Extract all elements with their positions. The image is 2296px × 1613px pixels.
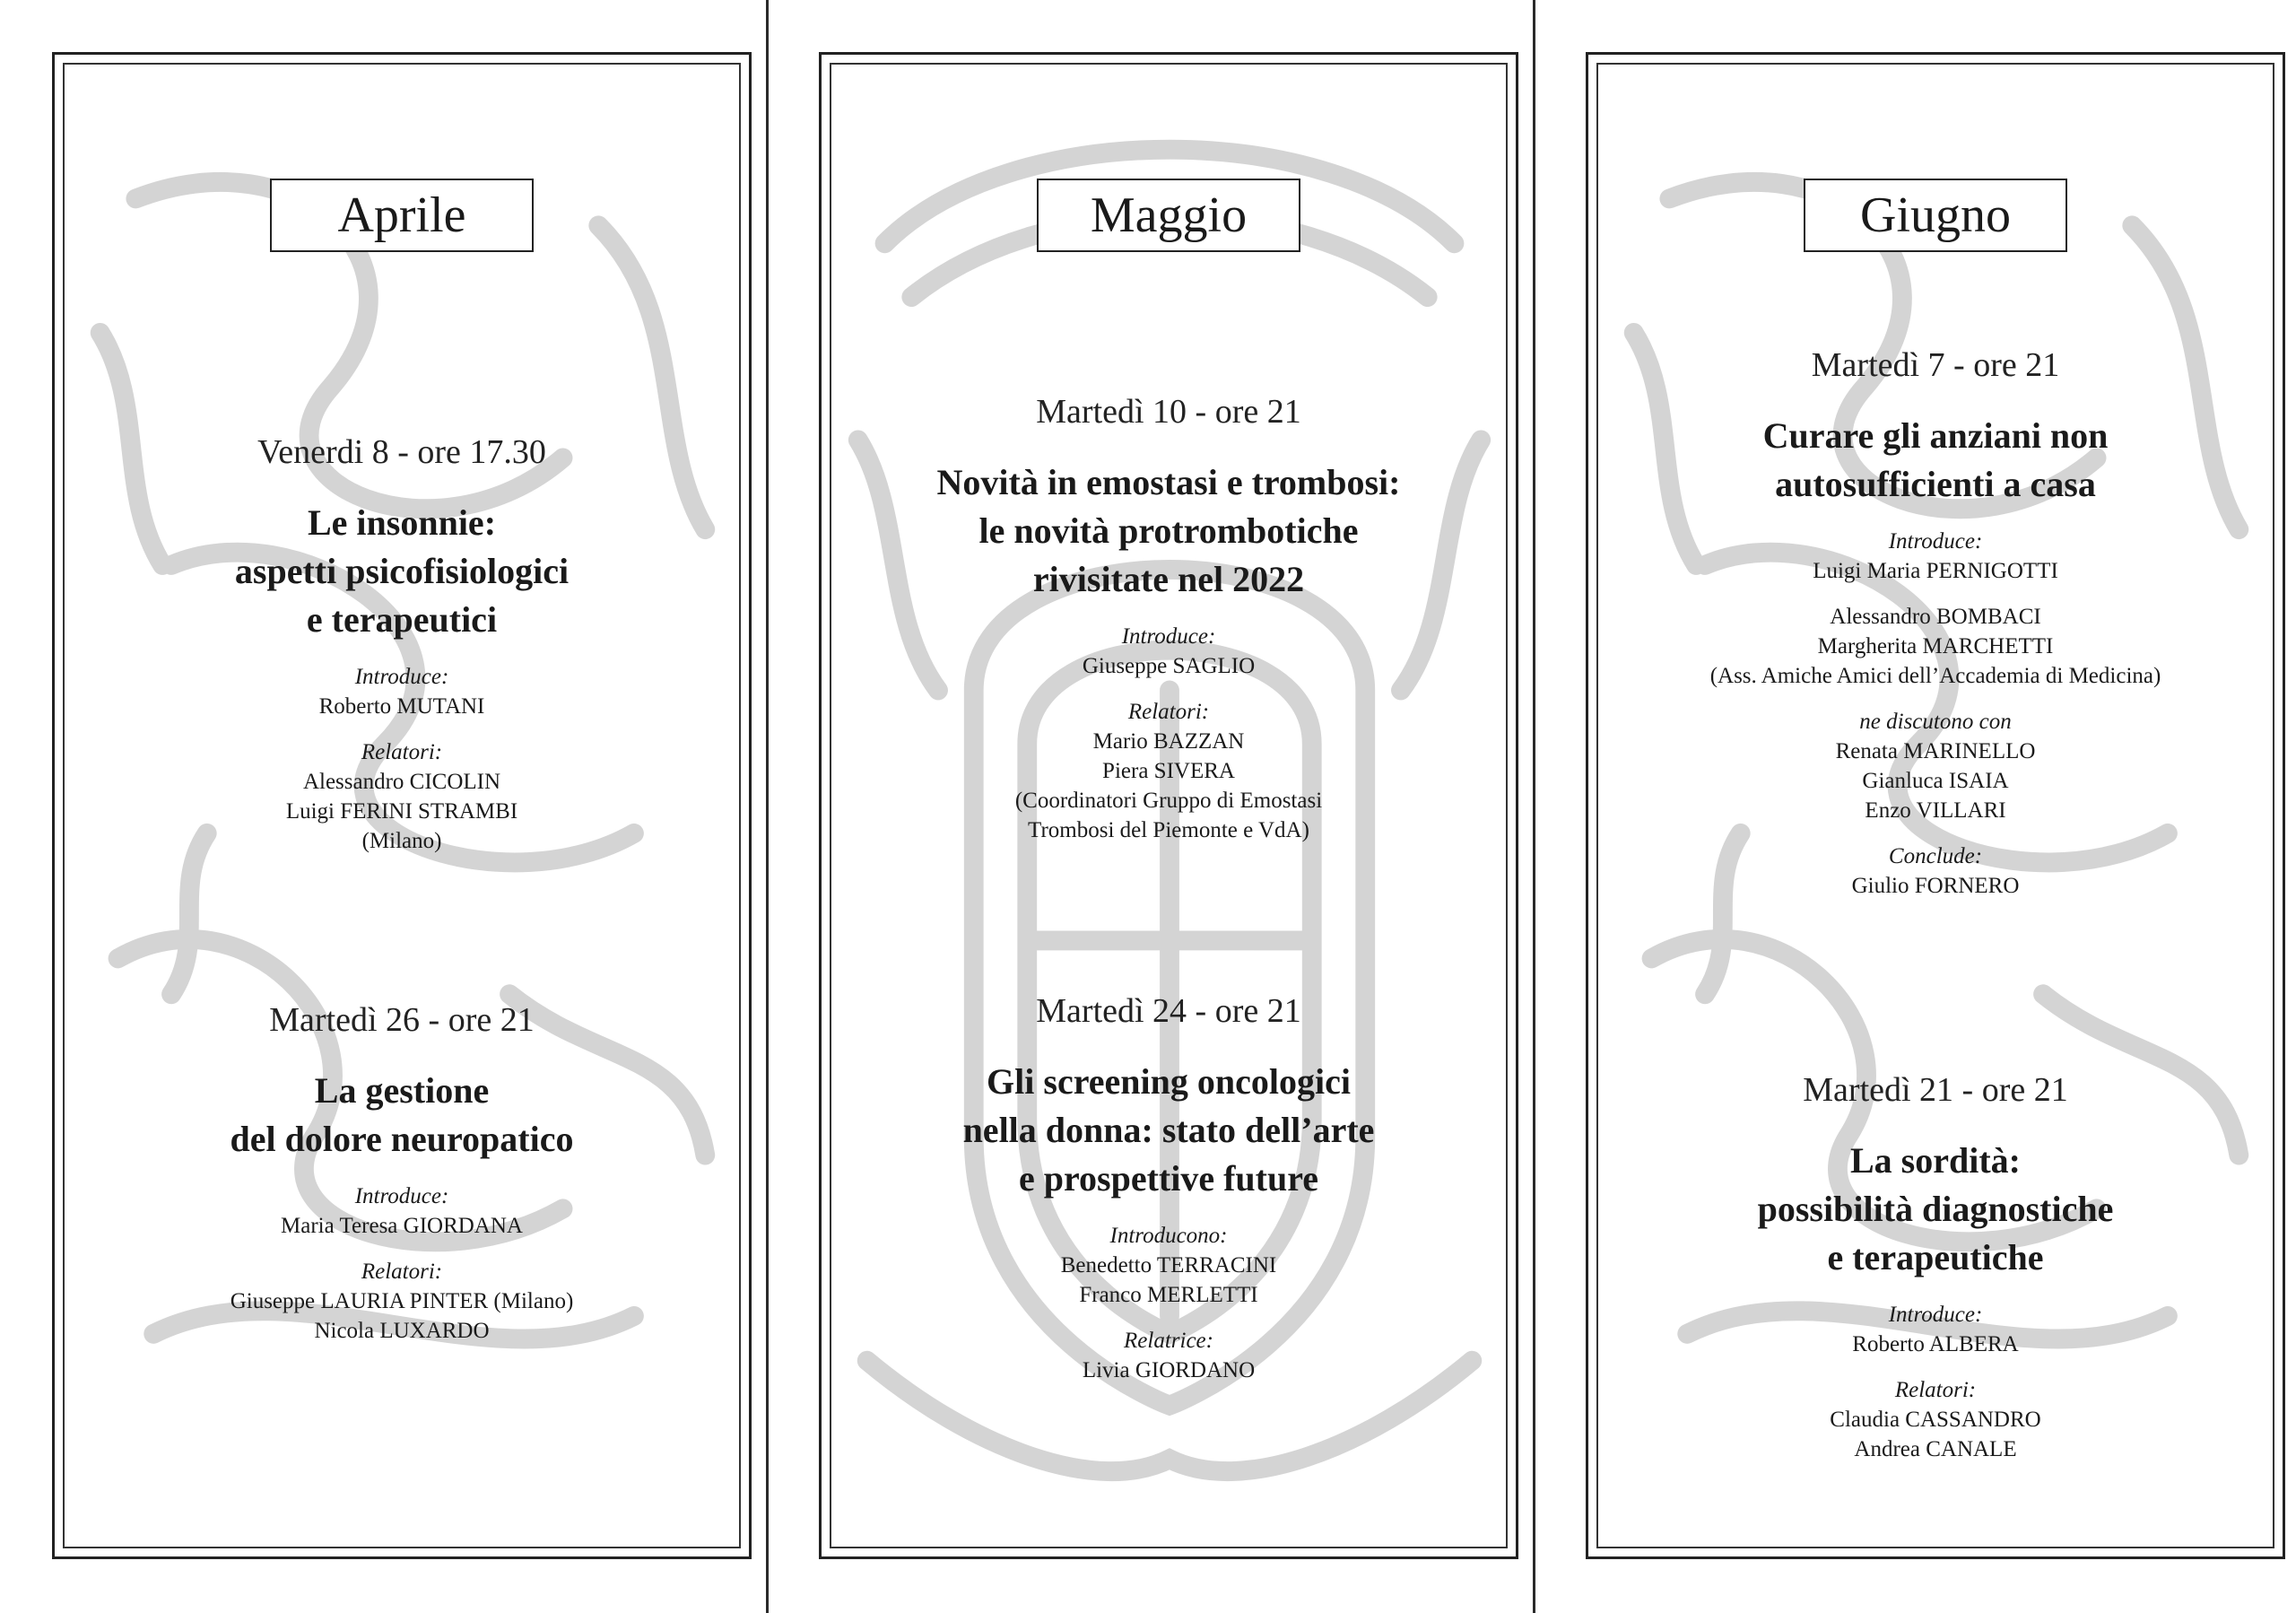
panel-giugno	[1586, 52, 2285, 1559]
speaker-name: (Ass. Amiche Amici dell’Accademia di Medicina)	[1709, 664, 2161, 688]
speaker-name: Roberto MUTANI	[318, 694, 485, 719]
speaker-list	[831, 1251, 1506, 1310]
speaker-name: Roberto ALBERA	[1852, 1332, 2019, 1356]
speaker-list	[1598, 737, 2273, 825]
event-date: Martedì 7 - ore 21	[1811, 346, 2060, 384]
event	[65, 432, 739, 856]
event-title-line: Novità in emostasi e trombosi:	[936, 462, 1401, 502]
speaker-role: Introducono:	[1109, 1224, 1228, 1248]
speaker-name: Alessandro CICOLIN	[302, 770, 501, 794]
speaker-name: (Coordinatori Gruppo di Emostasi	[1014, 789, 1323, 813]
speaker-list	[1598, 871, 2273, 901]
speaker-name: Alessandro BOMBACI	[1830, 605, 2041, 629]
speaker-name: Mario BAZZAN	[1092, 729, 1245, 754]
speaker-role: Introduce:	[1888, 1303, 1983, 1327]
speaker-list	[65, 767, 739, 856]
event-title	[65, 1067, 739, 1164]
speaker-name: (Milano)	[361, 829, 442, 853]
speaker-role: Introduce:	[354, 665, 449, 689]
speaker-name: Giuseppe SAGLIO	[1082, 654, 1256, 678]
event-title-line: nella donna: stato dell’arte	[962, 1110, 1375, 1150]
fold-line-left	[766, 0, 769, 1613]
speaker-name: Benedetto TERRACINI	[1060, 1253, 1277, 1277]
month-title: Aprile	[270, 179, 534, 252]
panel-frame	[830, 63, 1508, 1548]
event-date: Martedì 24 - ore 21	[1036, 992, 1301, 1030]
speaker-name: Enzo VILLARI	[1865, 798, 2006, 823]
speaker-name: Claudia CASSANDRO	[1830, 1408, 2041, 1432]
panel-frame	[63, 63, 741, 1548]
event	[831, 392, 1506, 845]
speaker-name: Renata MARINELLO	[1835, 739, 2036, 763]
event-title-line: autosufficienti a casa	[1775, 464, 2096, 504]
speaker-name: Gianluca ISAIA	[1862, 769, 2009, 793]
event-title	[1598, 412, 2273, 509]
event-date: Venerdi 8 - ore 17.30	[257, 433, 546, 471]
event-title	[831, 1058, 1506, 1203]
event	[831, 991, 1506, 1385]
event-date: Martedì 10 - ore 21	[1036, 393, 1301, 431]
speaker-list	[1598, 1330, 2273, 1359]
speaker-name: Maria Teresa GIORDANA	[281, 1214, 523, 1238]
speaker-role: Introduce:	[1121, 624, 1216, 649]
event-title-line: Le insonnie:	[307, 502, 497, 543]
event-title-line: del dolore neuropatico	[230, 1119, 574, 1159]
panel-frame	[1596, 63, 2274, 1548]
event-title	[831, 458, 1506, 604]
speaker-list	[65, 1211, 739, 1241]
speaker-role: Introduce:	[354, 1184, 449, 1208]
speaker-name: Livia GIORDANO	[1082, 1358, 1256, 1382]
event-title-line: Curare gli anziani non	[1762, 415, 2109, 456]
speaker-role: ne discutono con	[1859, 710, 2012, 734]
event-title-line: aspetti psicofisiologici	[234, 551, 570, 591]
speaker-name: Andrea CANALE	[1854, 1437, 2017, 1461]
panel-aprile	[52, 52, 752, 1559]
speaker-role: Relatrice:	[1124, 1329, 1213, 1353]
speaker-list	[1598, 602, 2273, 691]
fold-line-right	[1533, 0, 1535, 1613]
event-title	[65, 499, 739, 644]
event	[1598, 345, 2273, 901]
speaker-list	[1598, 556, 2273, 586]
speaker-list	[65, 1286, 739, 1346]
speaker-name: Giuseppe LAURIA PINTER (Milano)	[230, 1289, 574, 1313]
speaker-list	[831, 727, 1506, 845]
month-title: Giugno	[1804, 179, 2067, 252]
event-title-line: possibilità diagnostiche	[1757, 1189, 2114, 1229]
panel-content	[1598, 65, 2273, 1547]
speaker-name: Giulio FORNERO	[1851, 874, 2020, 898]
speaker-name: Luigi Maria PERNIGOTTI	[1813, 559, 2058, 583]
event-title-line: e prospettive future	[1018, 1158, 1319, 1199]
speaker-list	[65, 692, 739, 721]
panel-maggio	[819, 52, 1518, 1559]
speaker-list	[1598, 1405, 2273, 1464]
month-title: Maggio	[1037, 179, 1300, 252]
panel-content	[65, 65, 739, 1547]
speaker-role: Relatori:	[1894, 1378, 1977, 1402]
event-title	[1598, 1137, 2273, 1282]
event-title-line: La gestione	[314, 1070, 490, 1111]
speaker-role: Relatori:	[1127, 700, 1210, 724]
speaker-role: Introduce:	[1888, 529, 1983, 554]
event-title-line: La sordità:	[1850, 1140, 2021, 1181]
event-title-line: rivisitate nel 2022	[1032, 559, 1305, 599]
speaker-name: Nicola LUXARDO	[314, 1319, 490, 1343]
speaker-name: Margherita MARCHETTI	[1817, 634, 2054, 658]
event-date: Martedì 21 - ore 21	[1803, 1071, 2068, 1109]
event-title-line: le novità protrombotiche	[978, 510, 1359, 551]
speaker-list	[831, 651, 1506, 681]
event-title-line: Gli screening oncologici	[987, 1061, 1351, 1102]
speaker-list	[831, 1356, 1506, 1385]
event	[65, 1000, 739, 1346]
group-spacer	[1598, 586, 2273, 602]
speaker-role: Relatori:	[361, 1260, 443, 1284]
event-date: Martedì 26 - ore 21	[269, 1001, 535, 1039]
speaker-role: Relatori:	[361, 740, 443, 764]
speaker-name: Trombosi del Piemonte e VdA)	[1028, 818, 1309, 842]
event-title-line: e terapeutiche	[1827, 1237, 2044, 1277]
speaker-name: Luigi FERINI STRAMBI	[285, 799, 518, 824]
speaker-name: Piera SIVERA	[1102, 759, 1235, 783]
event	[1598, 1070, 2273, 1464]
speaker-name: Franco MERLETTI	[1079, 1283, 1258, 1307]
panel-content	[831, 65, 1506, 1547]
speaker-role: Conclude:	[1888, 844, 1983, 868]
event-title-line: e terapeutici	[306, 599, 498, 640]
